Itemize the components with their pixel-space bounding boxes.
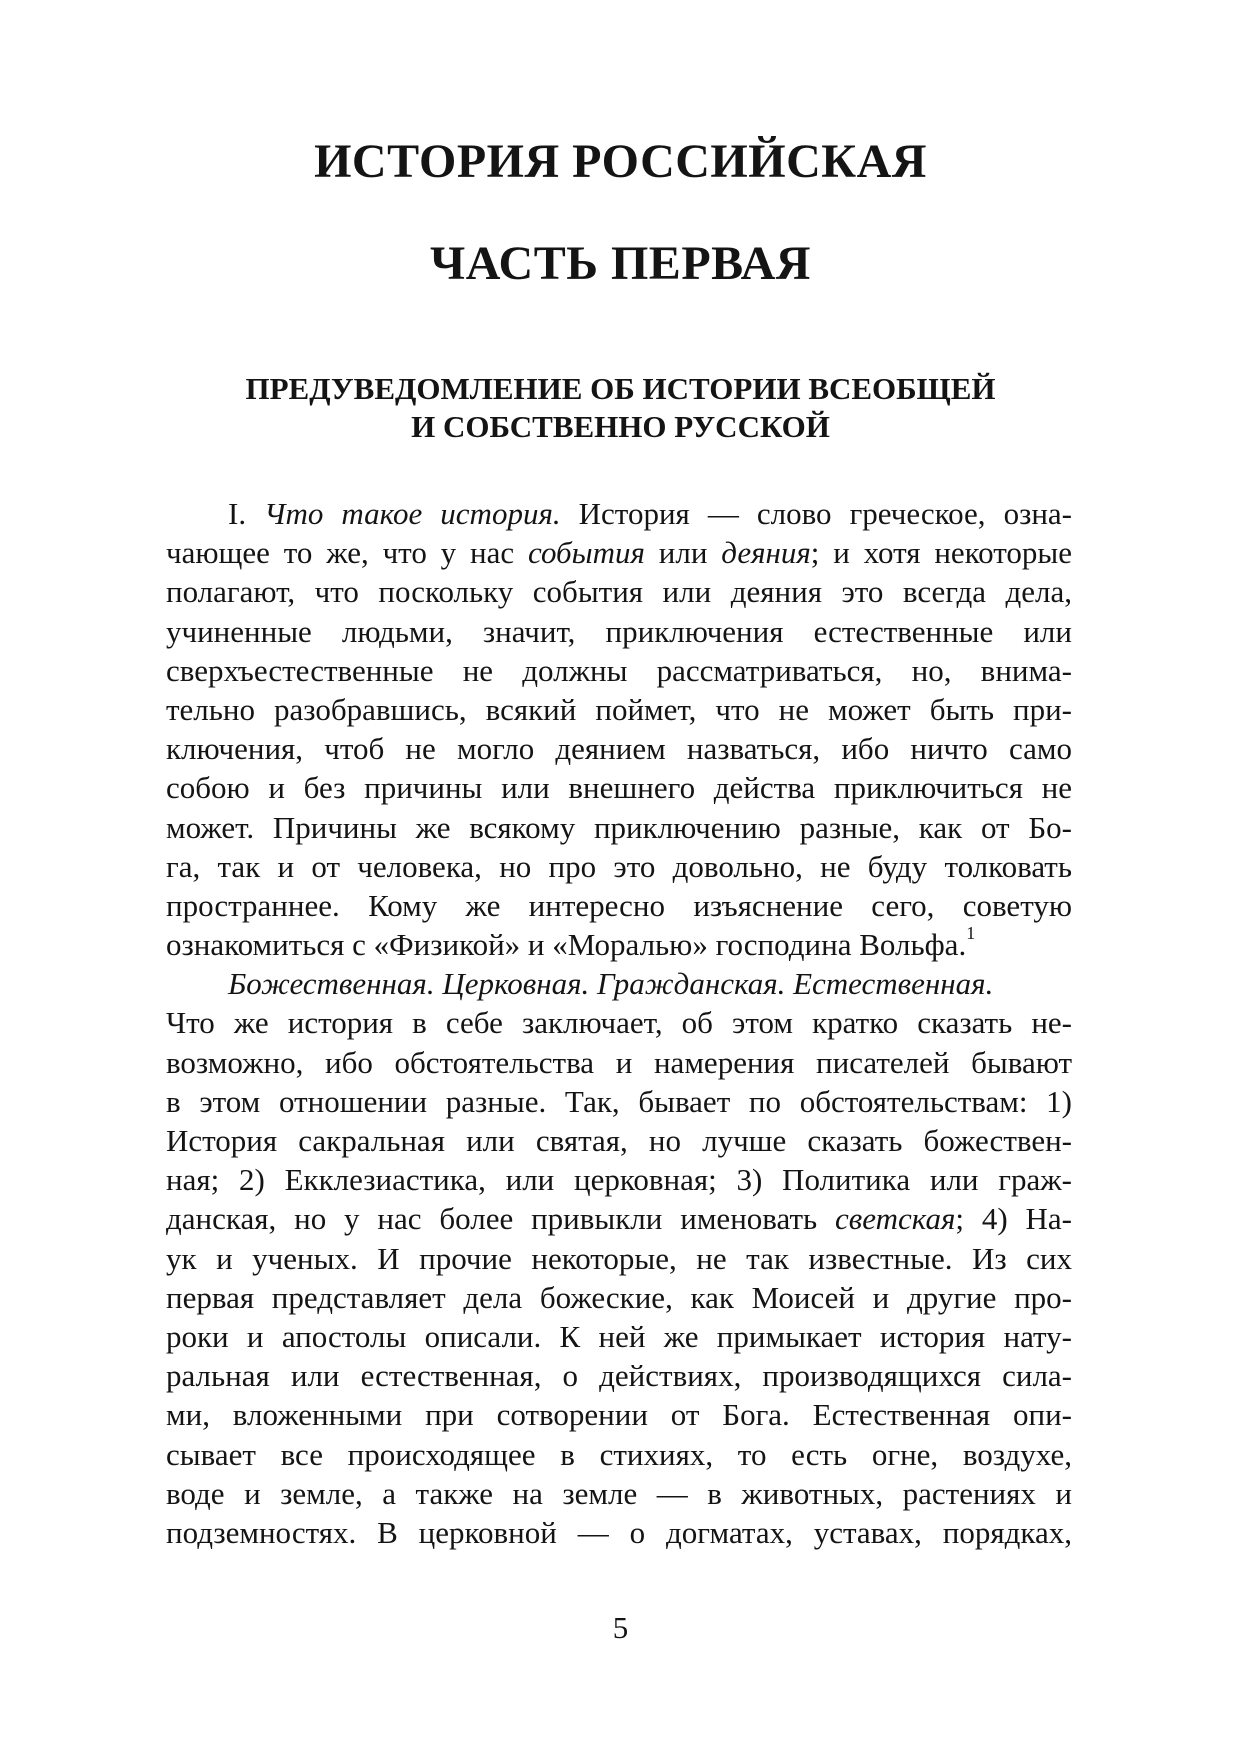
text-line — [166, 964, 1072, 1003]
footnote-marker: 1 — [966, 923, 976, 944]
text-line: подземностях. В церковной — о догматах, уставах, порядках, — [166, 1514, 1072, 1550]
text-line: роки и апостолы описали. К ней же примыкает история нату- — [166, 1318, 1072, 1354]
paragraph-caption: Божественная. Церковная. Гражданская. Естественная. — [228, 966, 994, 1002]
text-line: воде и земле, а также на земле — в животных, растениях и — [166, 1475, 1072, 1511]
text-line: ми, вложенными при сотворении от Бога. Естественная опи- — [166, 1397, 1072, 1433]
text-line: Что же история в себе заключает, об этом кратко сказать не- — [166, 1005, 1072, 1041]
text-line: ук и ученых. И прочие некоторые, не так известные. Из сих — [166, 1240, 1072, 1276]
text-line: возможно, ибо обстоятельства и намерения писателей бывают — [166, 1044, 1072, 1080]
text-line: ральная или естественная, о действиях, производящихся сила- — [166, 1358, 1072, 1394]
emphasis: светская — [835, 1201, 956, 1237]
text-line: га, так и от человека, но про это довольно, не буду толковать — [166, 848, 1072, 884]
text-line: ная; 2) Екклезиастика, или церковная; 3) Политика или граж- — [166, 1162, 1072, 1198]
body-text — [166, 494, 1072, 1552]
section-heading-line-2: И СОБСТВЕННО РУССКОЙ — [411, 409, 830, 444]
book-title: ИСТОРИЯ РОССИЙСКАЯ — [314, 135, 927, 188]
text-line: собою и без причины или внешнего действа приключиться не — [166, 770, 1072, 806]
paragraph-marker: I. — [228, 496, 265, 531]
text-line: первая представляет дела божеские, как Моисей и другие про- — [166, 1279, 1072, 1315]
text-line: тельно разобравшись, всякий поймет, что не может быть при- — [166, 691, 1072, 727]
paragraph-caption: Что такое история. — [264, 496, 561, 531]
text-line: ключения, чтоб не могло деянием назваться, ибо ничто само — [166, 731, 1072, 767]
part-title: ЧАСТЬ ПЕРВАЯ — [430, 237, 811, 290]
text-line: полагают, что поскольку события или деяния это всегда дела, — [166, 574, 1072, 610]
section-heading-line-1: ПРЕДУВЕДОМЛЕНИЕ ОБ ИСТОРИИ ВСЕОБЩЕЙ — [245, 371, 996, 406]
text-line: данская, но у нас более привыкли именовать светская; 4) На- — [166, 1201, 1073, 1237]
emphasis: события — [527, 535, 645, 571]
section-heading — [0, 370, 1241, 446]
text-line: сверхъестественные не должны рассматриваться, но, внима- — [166, 652, 1072, 688]
text-line: пространнее. Кому же интересно изъяснение сего, советую — [166, 887, 1072, 923]
text-line: чающее то же, что у нас события или деяния; и хотя некоторые — [166, 535, 1072, 571]
text-line: История сакральная или святая, но лучше сказать божествен- — [166, 1123, 1072, 1158]
text-line: ознакомиться с «Физикой» и «Моралью» господина Вольфа.$^1$ — [166, 923, 976, 963]
emphasis: деяния — [721, 535, 811, 571]
text-line: учиненные людьми, значит, приключения естественные или — [166, 613, 1072, 649]
text-line: в этом отношении разные. Так, бывает по обстоятельствам: 1) — [166, 1083, 1072, 1119]
page-number: 5 — [612, 1610, 629, 1645]
text-line: I. Что такое история. История — слово греческое, озна- — [228, 496, 1072, 531]
text-line: может. Причины же всякому приключению разные, как от Бо- — [166, 809, 1072, 845]
text-line: сывает все происходящее в стихиях, то есть огне, воздухе, — [166, 1436, 1072, 1472]
